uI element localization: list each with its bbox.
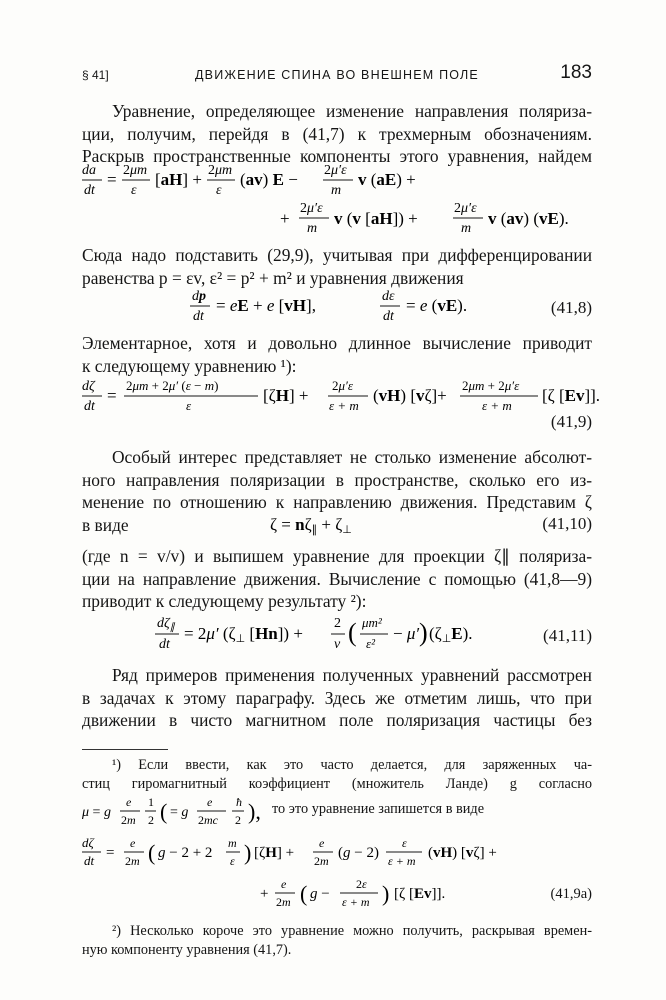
svg-text:=: = [106,845,115,861]
equation-41-10 [82,512,592,538]
footnote-text: то это уравнение запишется в виде [272,801,485,817]
svg-text:2: 2 [334,616,341,631]
text-line: ¹) Если ввести, как это часто делается, для заряженных ча- [112,757,592,773]
svg-text:=: = [107,386,117,405]
svg-text:2μ′ε: 2μ′ε [300,201,323,216]
svg-text:),: ), [248,799,261,824]
footnote-mu-definition [82,796,592,830]
svg-text:(vH) [vζ]+: (vH) [vζ]+ [373,386,447,405]
text-line: ции, получим, перейдя в (41,7) к трехмерным обозначениям. [82,123,592,144]
svg-text:2: 2 [148,813,154,827]
equation-41-11 [82,614,592,658]
svg-text:= 2μ′ (ζ⊥ [Hn]) +: = 2μ′ (ζ⊥ [Hn]) + [184,624,303,645]
svg-text:2ε: 2ε [356,877,367,891]
section-reference: § 41] [82,68,109,82]
svg-text:1: 1 [148,795,154,809]
svg-text:m: m [461,221,472,236]
svg-text:= eE + e [vH],: = eE + e [vH], [216,296,316,315]
running-title: ДВИЖЕНИЕ СПИНА ВО ВНЕШНЕМ ПОЛЕ [195,68,479,82]
paragraph-6 [82,664,592,732]
svg-text:e: e [207,795,213,809]
svg-text:(: ( [160,799,168,824]
text-line: Элементарное, хотя и довольно длинное вычисление приводит [82,333,592,353]
text-line: стиц гиромагнитный коэффициент (множитель Ланде) g согласно [82,776,592,792]
equation-number: (41,8) [550,298,592,317]
svg-text:ε + m: ε + m [482,398,512,413]
svg-text:2μm + 2μ′ε: 2μm + 2μ′ε [462,378,520,393]
svg-text:dt: dt [193,309,204,324]
svg-text:2μm: 2μm [208,163,233,178]
svg-text:): ) [382,881,390,906]
svg-text:= g: = g [170,805,189,820]
svg-text:dε: dε [382,289,395,304]
svg-text:m: m [331,183,342,198]
svg-text:ε: ε [186,398,192,413]
text-line: приводит к следующему результату ²): [82,591,367,612]
equation-polarization-vector [82,163,592,235]
running-header [82,62,592,86]
svg-text:dp: dp [192,289,206,304]
svg-text:dζ: dζ [82,835,94,850]
text-line: Сюда надо подставить (29,9), учитывая при дифференцировании [82,245,592,265]
text-line: в задачах к этому параграфу. Здесь же отметим лишь, что при [82,687,592,708]
svg-text:− μ′: − μ′ [393,624,420,643]
svg-text:[ζH] +: [ζH] + [254,845,295,861]
svg-text:e: e [130,836,136,850]
svg-text:e: e [126,795,132,809]
text-line: ²) Несколько короче это уравнение можно получить, раскрывая времен- [112,923,592,939]
svg-text:(: ( [148,840,156,865]
text-line: в виде [82,514,129,535]
svg-text:(vH) [vζ] +: (vH) [vζ] + [428,845,497,861]
svg-text:ε: ε [402,836,407,850]
svg-text:2μ′ε: 2μ′ε [454,201,477,216]
svg-text:+: + [280,209,290,228]
paragraph-2 [82,244,592,289]
svg-text:2μm + 2μ′ (ε − m): 2μm + 2μ′ (ε − m) [126,378,219,393]
svg-text:g − 2 + 2: g − 2 + 2 [158,845,213,861]
svg-text:): ) [244,840,252,865]
svg-text:[aH] +: [aH] + [155,170,202,189]
svg-text:2m: 2m [276,895,291,909]
svg-text:ζ = nζ∥ + ζ⊥: ζ = nζ∥ + ζ⊥ [270,515,352,536]
paragraph-1 [82,100,592,168]
svg-text:dt: dt [159,637,170,652]
text-line: равенства p = εv, ε² = p² + m² и уравнения движения [82,267,464,288]
equation-number: (41,10) [542,514,592,533]
svg-text:e: e [319,836,325,850]
svg-text:v (av) (vE).: v (av) (vE). [488,209,569,228]
svg-text:dt: dt [383,309,394,324]
text-line: Ряд примеров применения полученных уравнений рассмотрен [112,665,592,685]
svg-text:dζ∥: $d\zeta_\parallel$ [157,616,175,633]
equation-41-9 [82,378,601,438]
svg-text:v (aE) +: v (aE) + [358,170,416,189]
svg-text:ħ: ħ [236,795,242,809]
footnote-rule [82,749,168,750]
svg-text:ε: ε [230,854,235,868]
text-line: менение по отношению к направлению движения. Представим ζ [82,492,592,513]
text-line: к следующему уравнению ¹): [82,355,297,376]
svg-text:= e (vE).: = e (vE). [406,296,468,315]
svg-text:2m: 2m [125,854,140,868]
svg-text:2μ′ε: 2μ′ε [324,163,347,178]
text-line: ную компоненту уравнения (41,7). [82,942,292,958]
page-number: 183 [560,62,592,83]
svg-text:2μ′ε: 2μ′ε [332,378,353,393]
svg-text:g −: g − [310,886,330,902]
svg-text:2: 2 [235,813,241,827]
svg-text:2m: 2m [314,854,329,868]
svg-text:[ζ [Ev]].: [ζ [Ev]]. [542,386,601,405]
svg-text:(: ( [348,618,357,647]
svg-text:[ζ [Ev]].: [ζ [Ev]]. [394,886,446,902]
svg-text:2mc: 2mc [198,813,218,827]
paragraph-5 [82,545,592,613]
svg-text:m: m [307,221,318,236]
text-line: Уравнение, определяющее изменение направления поляриза- [112,101,592,121]
svg-text:dt: dt [84,853,95,868]
equation-number: (41,11) [543,626,592,645]
equation-line-2 [272,836,273,837]
svg-text:ε + m: ε + m [388,854,416,868]
svg-text:v: v [334,637,341,652]
svg-text:(: ( [300,881,308,906]
text-line: Раскрыв пространственные компоненты этого уравнения, найдем [82,146,592,167]
svg-text:[ζH] +: [ζH] + [263,386,309,405]
svg-text:2μm: 2μm [123,163,148,178]
svg-text:ε + m: ε + m [329,398,359,413]
svg-text:=: = [107,170,117,189]
svg-text:dt: dt [84,399,95,414]
footnote-2 [82,922,592,960]
svg-text:v (v [aH]) +: v (v [aH]) + [334,209,418,228]
equation-41-9a [82,836,592,912]
text-line: ного направления поляризации в пространстве, сколько его из- [82,469,592,490]
svg-text:2m: 2m [121,813,136,827]
text-line: движении в чисто магнитном поле поляризация частицы без [82,710,592,731]
svg-text:ε: ε [216,183,222,198]
svg-text:ε + m: ε + m [342,895,370,909]
svg-text:μm²: μm² [362,615,382,630]
svg-text:ε²: ε² [366,636,376,651]
text-line: Особый интерес представляет не столько изменение абсолют- [112,447,592,467]
paragraph-3 [82,332,592,377]
svg-text:(g − 2): (g − 2) [338,845,379,861]
svg-text:(av) E −: (av) E − [240,170,298,189]
footnote-1 [82,756,592,794]
svg-text:ε: ε [131,183,137,198]
svg-text:e: e [281,877,287,891]
svg-text:dt: dt [84,183,95,198]
svg-text:+: + [260,886,269,902]
text-line: ции на направление движения. Вычисление с помощью (41,8—9) [82,568,592,589]
svg-text:μ = g: μ = g [82,805,111,820]
equation-number: (41,9) [550,412,592,431]
svg-text:): ) [419,618,428,647]
equation-number: (41,9a) [550,886,592,902]
svg-text:da: da [82,163,96,178]
text-line: (где n = v/v) и выпишем уравнение для проекции ζ∥ поляриза- [82,546,592,566]
equation-41-8 [82,288,592,328]
svg-text:m: m [228,836,237,850]
svg-text:(ζ⊥E).: (ζ⊥E). [429,624,473,645]
svg-text:dζ: dζ [82,379,95,394]
